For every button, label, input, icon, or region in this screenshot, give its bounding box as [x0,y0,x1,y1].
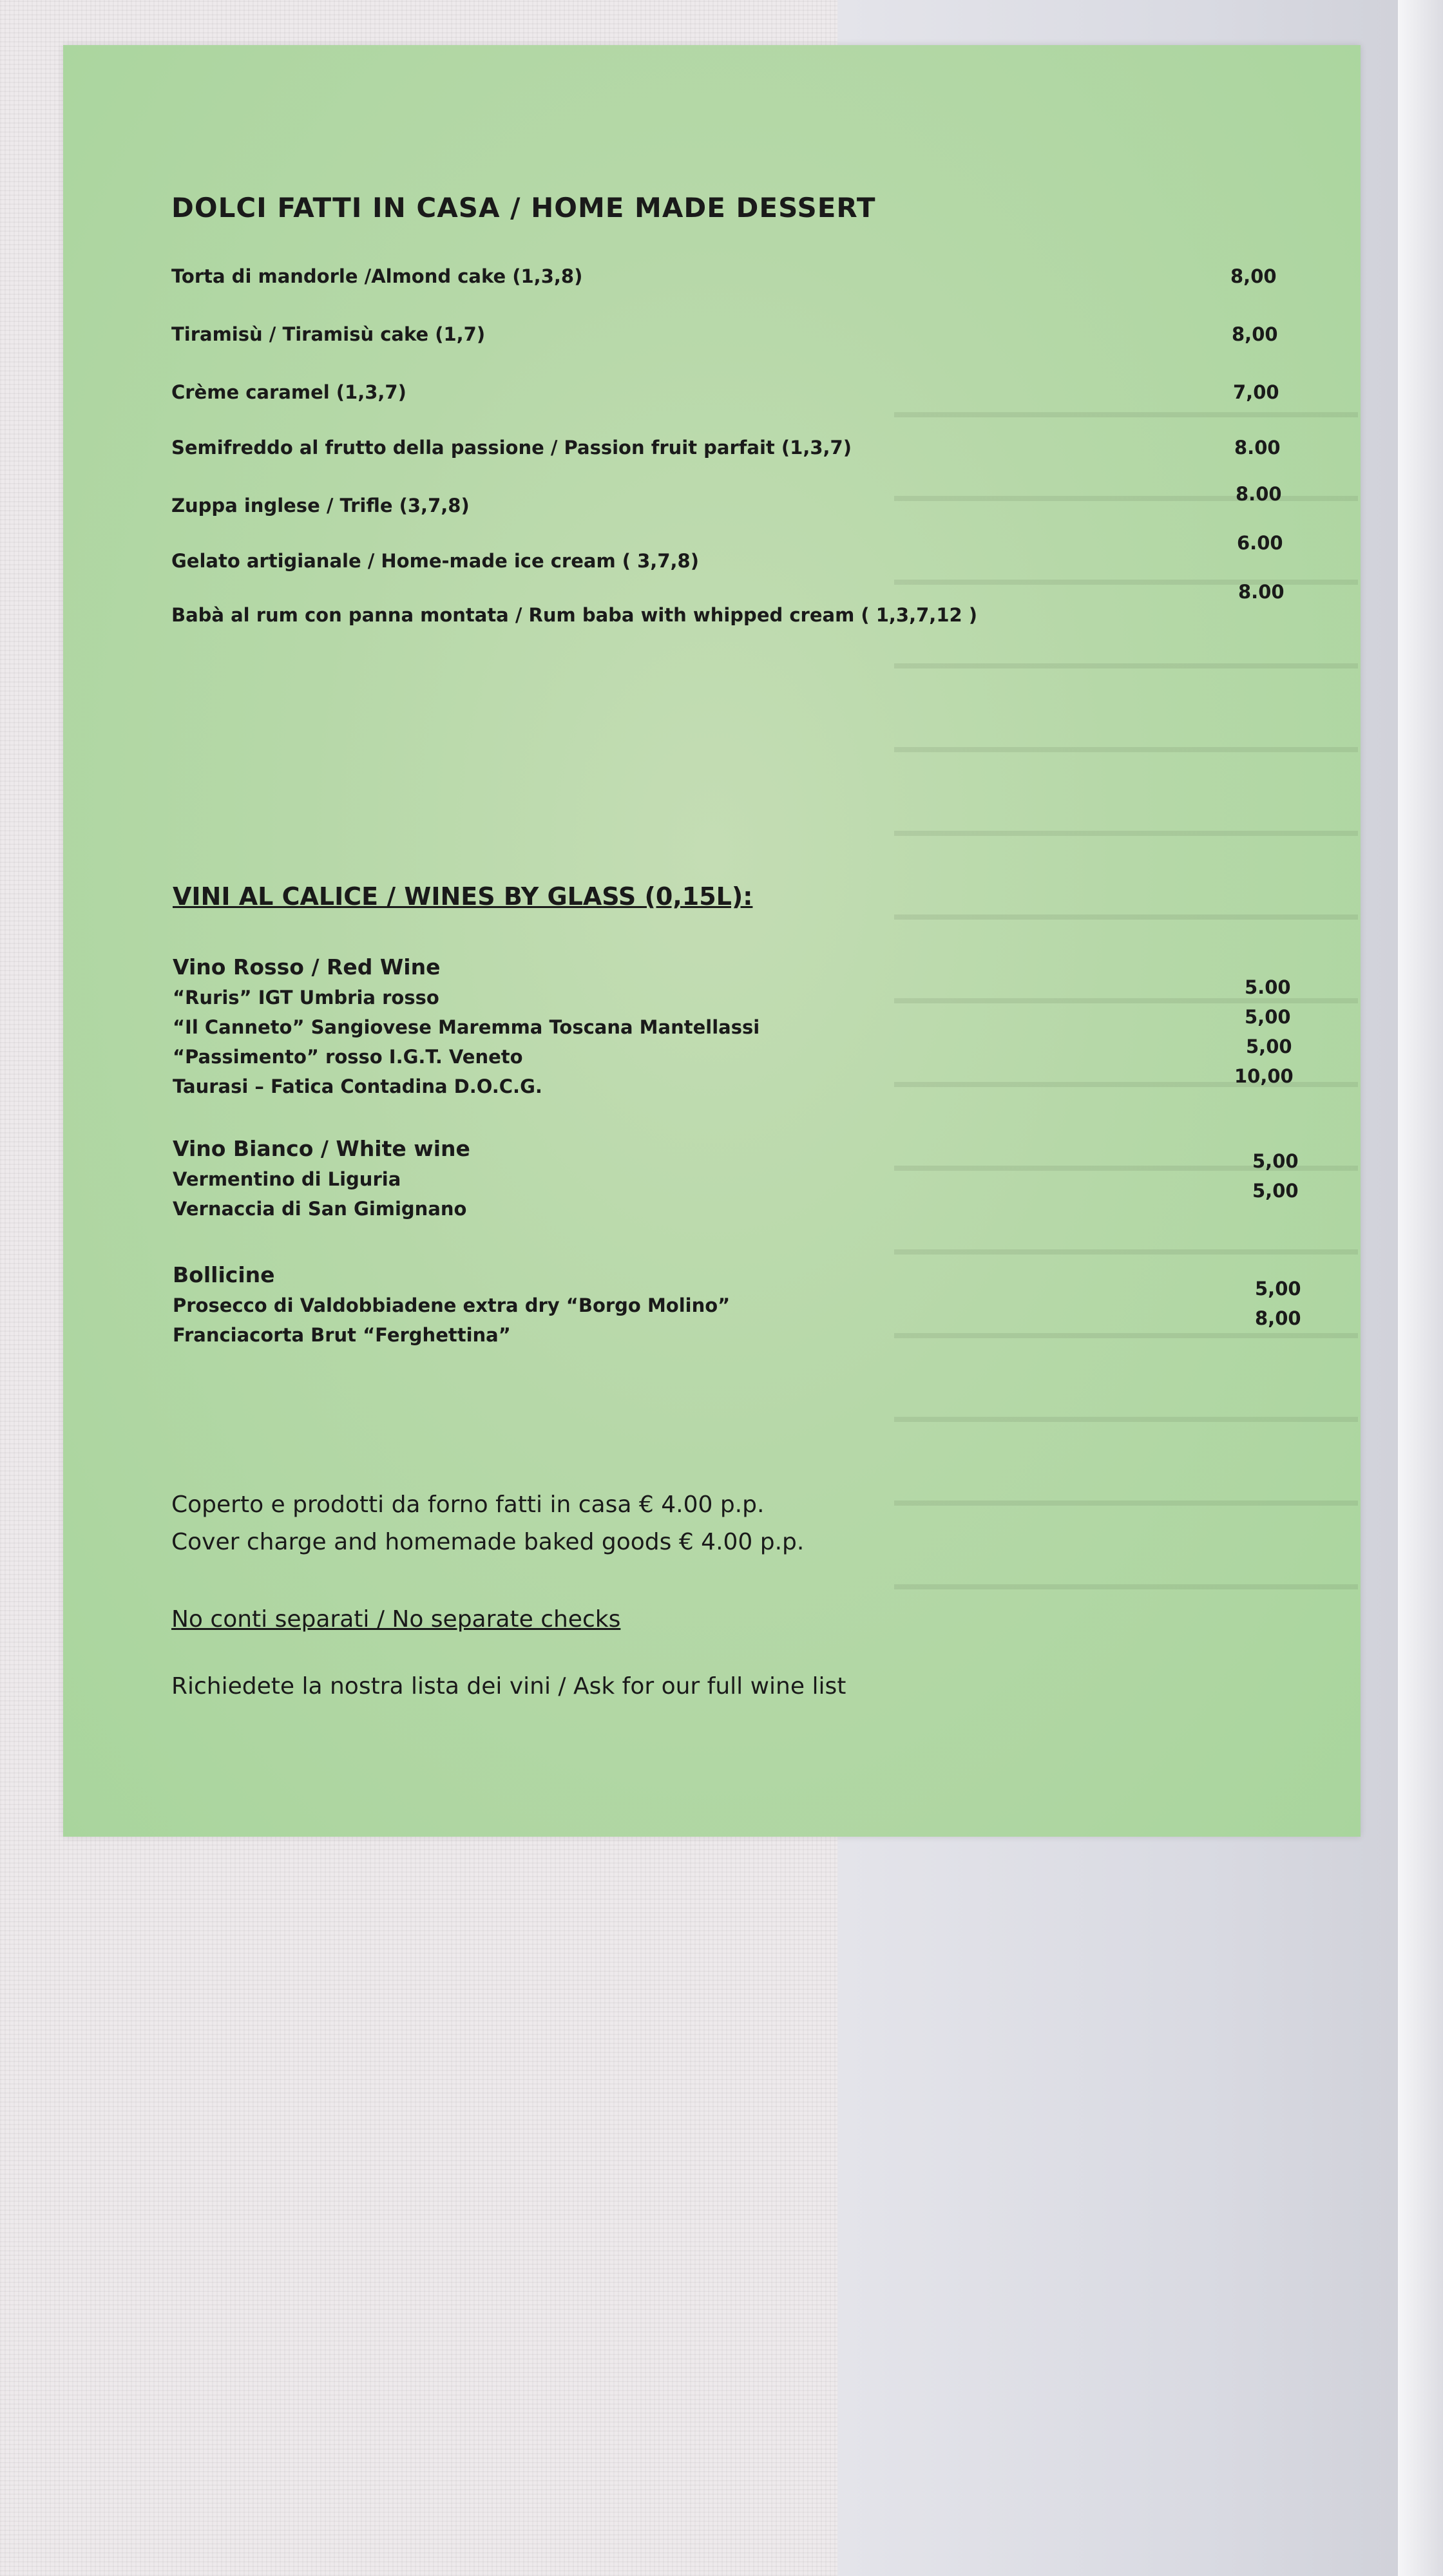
red-wine-price: 5,00 [1245,1006,1291,1028]
dessert-price: 8.00 [1234,437,1281,459]
wine-section-title: VINI AL CALICE / WINES BY GLASS (0,15L): [173,882,753,911]
red-wine-item: “Il Canneto” Sangiovese Maremma Toscana Mantellassi [173,1016,760,1038]
white-wine-item: Vernaccia di San Gimignano [173,1198,467,1220]
white-wine-item: Vermentino di Liguria [173,1168,401,1190]
dessert-name: Torta di mandorle /Almond cake (1,3,8) [171,265,583,287]
red-wine-price: 5.00 [1245,976,1291,998]
dessert-name: Gelato artigianale / Home-made ice cream ( 3,7,8) [171,550,699,572]
dessert-name: Zuppa inglese / Trifle (3,7,8) [171,495,470,516]
red-wine-title: Vino Rosso / Red Wine [173,954,441,980]
cover-charge-en: Cover charge and homemade baked goods € 4.00 p.p. [171,1529,805,1555]
sparkling-wine-item: Prosecco di Valdobbiadene extra dry “Borgo Molino” [173,1294,731,1316]
sparkling-wine-price: 5,00 [1255,1278,1301,1300]
white-wine-price: 5,00 [1252,1180,1299,1202]
dessert-item [171,437,1361,462]
dessert-name: Semifreddo al frutto della passione / Passion fruit parfait (1,3,7) [171,437,852,459]
dessert-price: 8.00 [1238,581,1285,603]
background-edge [1398,0,1443,2576]
white-wine-price: 5,00 [1252,1150,1299,1172]
menu-sheet [63,45,1361,1837]
sparkling-wine-item: Franciacorta Brut “Ferghettina” [173,1324,511,1346]
dessert-item [171,381,1361,407]
dessert-name: Babà al rum con panna montata / Rum baba with whipped cream ( 1,3,7,12 ) [171,604,978,626]
dessert-item [171,604,1361,630]
dessert-price: 8,00 [1232,323,1278,345]
dessert-price: 8,00 [1230,265,1277,287]
dessert-item [171,550,1361,576]
sparkling-wine-title: Bollicine [173,1262,275,1287]
dessert-name: Tiramisù / Tiramisù cake (1,7) [171,323,486,345]
white-wine-title: Vino Bianco / White wine [173,1136,470,1161]
dessert-item [171,265,1361,291]
sparkling-wine-price: 8,00 [1255,1307,1301,1329]
dessert-item [171,323,1361,349]
red-wine-item: “Passimento” rosso I.G.T. Veneto [173,1046,523,1068]
dessert-price: 6.00 [1237,532,1283,554]
no-separate-checks: No conti separati / No separate checks [171,1606,621,1633]
red-wine-item: “Ruris” IGT Umbria rosso [173,987,439,1009]
dessert-name: Crème caramel (1,3,7) [171,381,406,403]
cover-charge-it: Coperto e prodotti da forno fatti in casa € 4.00 p.p. [171,1492,765,1518]
wine-list-note: Richiedete la nostra lista dei vini / Ask for our full wine list [171,1673,846,1700]
dessert-section-title: DOLCI FATTI IN CASA / HOME MADE DESSERT [171,192,876,223]
dessert-price: 7,00 [1233,381,1279,403]
red-wine-price: 5,00 [1246,1036,1292,1057]
red-wine-price: 10,00 [1234,1065,1294,1087]
dessert-item [171,495,1361,520]
red-wine-item: Taurasi – Fatica Contadina D.O.C.G. [173,1075,542,1097]
dessert-price: 8.00 [1236,483,1282,505]
